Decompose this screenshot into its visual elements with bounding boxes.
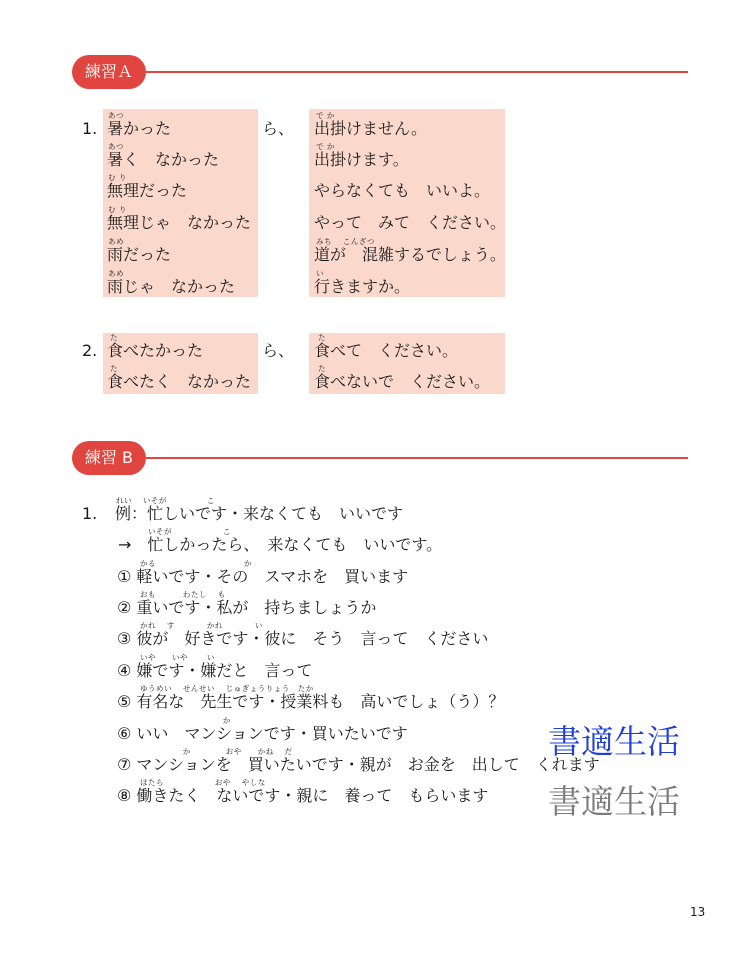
- item1-left-5: 雨じゃ なかった: [107, 277, 236, 296]
- item1-left-0: 暑かった: [107, 119, 172, 138]
- practice-b-rule: [146, 457, 688, 459]
- ruby: か: [140, 716, 231, 725]
- ruby: いそが こ: [148, 527, 231, 536]
- item2-left-0: 食べたかった: [107, 341, 204, 360]
- ruby: た: [318, 364, 326, 373]
- item1-right-2: やらなくても いいよ。: [314, 181, 491, 200]
- ruby: た: [110, 364, 118, 373]
- b-example: 例：忙しいです・来なくても いいです: [115, 504, 404, 523]
- ruby: い: [316, 269, 324, 278]
- item1-left-3: 無理じゃ なかった: [107, 213, 252, 232]
- b-answer: → 忙しかったら、 来なくても いいです。: [118, 535, 443, 554]
- item1-left-4: 雨だった: [107, 245, 172, 264]
- item2-right-0: 食べて ください。: [314, 341, 459, 360]
- ruby: かれ す かれ い: [140, 621, 263, 630]
- ruby: れい いそが こ: [116, 496, 215, 505]
- item1-right-1: 出掛けます。: [314, 150, 409, 169]
- ruby: おも わたし も: [140, 590, 226, 599]
- b-item-number: 1.: [82, 504, 98, 523]
- b-item-6: ⑥ いい マンションです・買いたいです: [117, 724, 408, 743]
- item1-right-5: 行きますか。: [314, 277, 411, 296]
- ruby: いや いや い: [140, 653, 215, 662]
- b-item-7: ⑦ マンションを 買いたいです・親が お金を 出して くれます: [117, 755, 600, 774]
- ruby: あめ: [108, 237, 124, 246]
- practice-a-header: [72, 55, 688, 89]
- b-item-4: ④ 嫌です・嫌だと 言って: [117, 661, 313, 680]
- item2-connector: ら、: [262, 341, 295, 360]
- item2-number: 2.: [82, 341, 98, 360]
- practice-a-rule: [146, 71, 688, 73]
- item1-right-0: 出掛けません。: [314, 119, 427, 138]
- item1-left-1: 暑く なかった: [107, 150, 220, 169]
- practice-b-label: 練習 B: [72, 441, 146, 475]
- item1-right-3: やって みて ください。: [314, 213, 507, 232]
- b-item-8: ⑧ 働きたく ないです・親に 養って もらいます: [117, 786, 489, 805]
- item1-connector: ら、: [262, 119, 295, 138]
- b-item-2: ② 重いです・私が 持ちましょうか: [117, 598, 377, 617]
- ruby: で か: [316, 142, 335, 151]
- b-item-3: ③ 彼が 好きです・彼に そう 言って ください: [117, 629, 489, 648]
- b-item-1: ① 軽いです・その スマホを 買います: [117, 567, 409, 586]
- page-number: 13: [690, 905, 706, 919]
- item1-right-4: 道が 混雑するでしょう。: [314, 245, 506, 264]
- watermark-blue: 書適生活: [548, 722, 680, 761]
- ruby: で か: [316, 111, 335, 120]
- ruby: む り: [108, 173, 127, 182]
- ruby: た: [110, 333, 118, 342]
- ruby: ゆうめい せんせい じゅぎょうりょう たか: [140, 684, 314, 693]
- ruby: かる か: [140, 559, 252, 568]
- practice-a-label: 練習Ａ: [72, 55, 146, 89]
- ruby: みち こんざつ: [316, 237, 375, 246]
- item2-left-1: 食べたく なかった: [107, 372, 252, 391]
- ruby: あつ: [108, 142, 124, 151]
- ruby: む り: [108, 205, 127, 214]
- item2-right-1: 食べないで ください。: [314, 372, 491, 391]
- ruby: あめ: [108, 269, 124, 278]
- b-item-5: ⑤ 有名な 先生です・授業料も 高いでしょ（う）？: [117, 692, 505, 711]
- ruby: た: [318, 333, 326, 342]
- practice-b-header: [72, 441, 688, 475]
- watermark-gray: 書適生活: [548, 782, 680, 821]
- ruby: はたら おや やしな: [140, 778, 266, 787]
- ruby: か おや かね だ: [140, 747, 293, 756]
- item1-left-2: 無理だった: [107, 181, 188, 200]
- ruby: あつ: [108, 111, 124, 120]
- item1-number: 1.: [82, 119, 98, 138]
